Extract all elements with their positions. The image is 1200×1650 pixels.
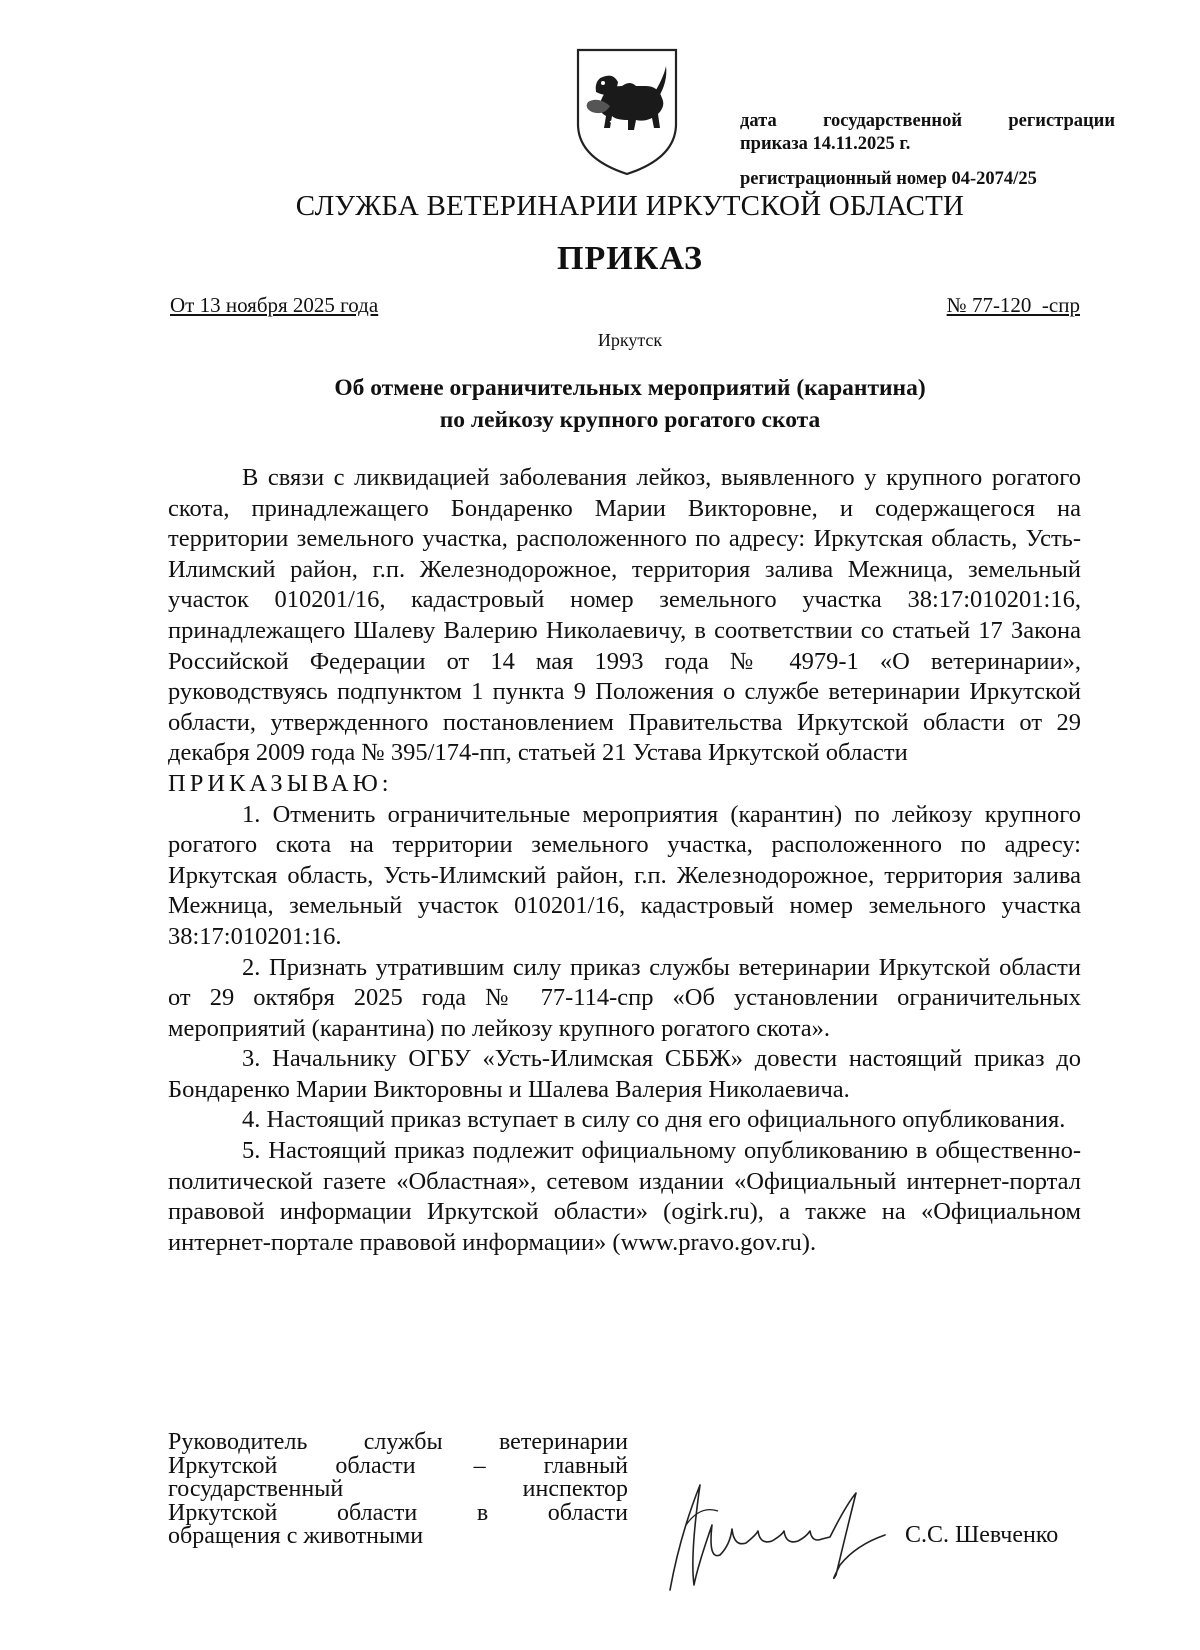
registration-number: регистрационный номер 04-2074/25 bbox=[740, 169, 1037, 189]
order-date: От 13 ноября 2025 года bbox=[170, 293, 379, 317]
signer-name: С.С. Шевченко bbox=[905, 1522, 1059, 1548]
registration-line-1: дата государственной регистрации bbox=[740, 111, 1115, 131]
agency-name: СЛУЖБА ВЕТЕРИНАРИИ ИРКУТСКОЙ ОБЛАСТИ bbox=[295, 190, 965, 222]
signer-position bbox=[168, 1431, 628, 1549]
position-line-3: государственный инспектор bbox=[168, 1476, 628, 1502]
title-line-2: по лейкозу крупного рогатого скота bbox=[439, 407, 821, 433]
position-line-2: Иркутской области – главный bbox=[168, 1452, 628, 1479]
registration-info bbox=[740, 110, 1115, 191]
handwritten-signature-icon bbox=[660, 1465, 890, 1605]
order-item-2: 2. Признать утратившим силу приказ службы ветеринарии Иркутской области от 29 октября 2025 года № 77-114-спр «Об установлении ограничительных мероприятий (карантина) по лейкозу крупного рогатого скота». bbox=[168, 953, 1081, 1042]
order-city: Иркутск bbox=[597, 330, 663, 350]
position-line-4: Иркутской области в области bbox=[168, 1499, 628, 1526]
preamble-paragraph: В связи с ликвидацией заболевания лейкоз, выявленного у крупного рогатого скота, принадлежащего Бондаренко Марии Викторовне, и содержащегося на территории земельного участка, расположенного по адресу: Иркутская область, Усть-Илимский район, г.п. Железнодорожное, территория залива Межница, земельный участок 010201/16, кадастровый номер земельного участка 38:17:010201:16, принадлежащего Шалеву Валерию Николаевичу, в соответствии со статьей 17 Закона Российской Федерации от 14 мая 1993 года № 4979-1 «О ветеринарии», руководствуясь подпунктом 1 пункта 9 Положения о службе ветеринарии Иркутской области, утвержденного постановлением Правительства Иркутской области от 29 декабря 2009 года № 395/174-пп, статьей 21 Устава Иркутской области bbox=[168, 464, 1081, 767]
order-item-4: 4. Настоящий приказ вступает в силу со дня его официального опубликования. bbox=[242, 1106, 1066, 1134]
document-type: ПРИКАЗ bbox=[557, 240, 703, 277]
title-line-1: Об отмене ограничительных мероприятий (карантина) bbox=[334, 375, 926, 401]
order-item-5: 5. Настоящий приказ подлежит официальному опубликованию в общественно-политической газете «Областная», сетевом издании «Официальный интернет-портал правовой информации Иркутской области» (ogirk.ru), а также на «Официальном интернет-портале правовой информации» (www.pravo.gov.ru). bbox=[168, 1137, 1081, 1256]
document-title bbox=[0, 372, 1200, 436]
position-line-1: Руководитель службы ветеринарии bbox=[168, 1429, 628, 1455]
order-number: № 77-120 -спр bbox=[946, 293, 1080, 317]
order-item-3: 3. Начальнику ОГБУ «Усть-Илимская СББЖ» довести настоящий приказ до Бондаренко Марии Викторовны и Шалева Валерия Николаевича. bbox=[168, 1045, 1081, 1103]
order-word: ПРИКАЗЫВАЮ: bbox=[168, 769, 393, 797]
order-item-1: 1. Отменить ограничительные мероприятия (карантин) по лейкозу крупного рогатого скота на территории земельного участка, расположенного по адресу: Иркутская область, Усть-Илимский район, г.п. Железнодорожное, территория залива Межница, земельный участок 010201/16, кадастровый номер земельного участка 38:17:010201:16. bbox=[168, 800, 1081, 950]
registration-line-2: приказа 14.11.2025 г. bbox=[740, 134, 911, 154]
position-line-5: обращения с животными bbox=[168, 1523, 424, 1549]
irkutsk-coat-of-arms-icon bbox=[570, 46, 684, 178]
document-body bbox=[168, 463, 1081, 1258]
